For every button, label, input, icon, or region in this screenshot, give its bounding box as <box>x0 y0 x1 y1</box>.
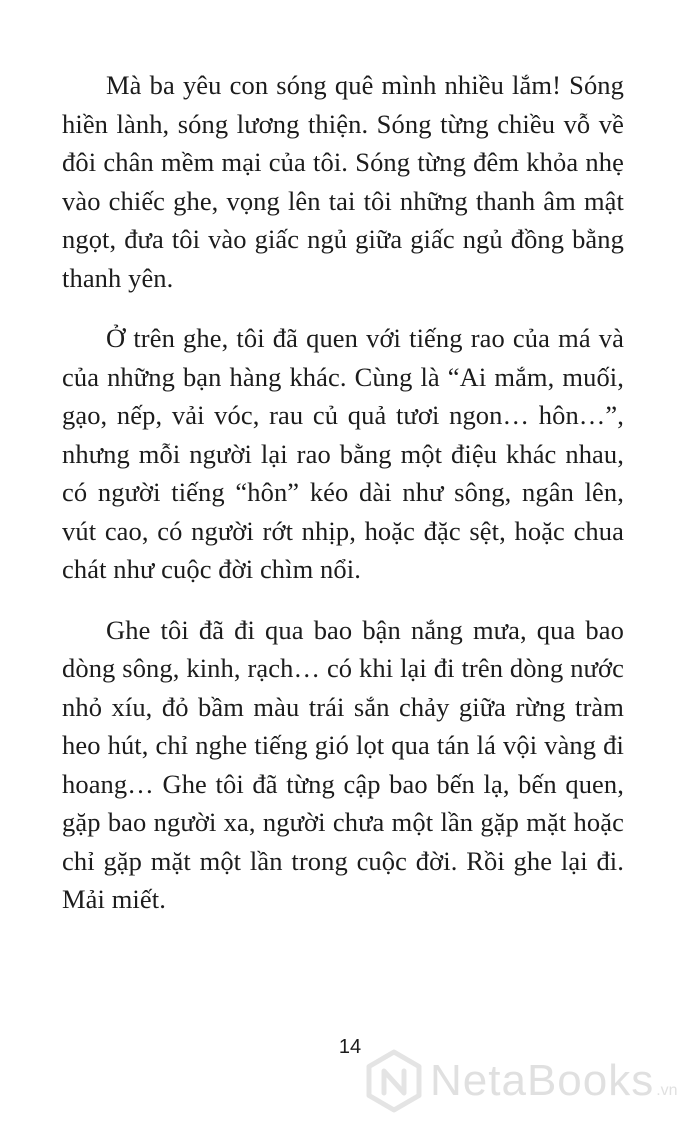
paragraph-3: Ghe tôi đã đi qua bao bận nắng mưa, qua bao dòng sông, kinh, rạch… có khi lại đi trên dòng nước nhỏ xíu, đỏ bầm màu trái sắn chảy giữa rừng tràm heo hút, chỉ nghe tiếng gió lọt qua tán lá vội vàng đi hoang… Ghe tôi đã từng cập bao bến lạ, bến quen, gặp bao người xa, người chưa một lần gặp mặt hoặc chỉ gặp mặt một lần trong cuộc đời. Rồi ghe lại đi. Mải miết. <box>62 614 624 914</box>
watermark-suffix: .vn <box>656 1082 678 1099</box>
watermark-brand: NetaBooks <box>430 1056 655 1105</box>
page-body <box>62 66 624 941</box>
watermark <box>362 1048 678 1114</box>
page-number: 14 <box>338 1036 362 1058</box>
netabooks-logo-icon <box>362 1049 426 1113</box>
paragraph-1: Mà ba yêu con sóng quê mình nhiều lắm! Sóng hiền lành, sóng lương thiện. Sóng từng chiều vỗ về đôi chân mềm mại của tôi. Sóng từng đêm khỏa nhẹ vào chiếc ghe, vọng lên tai tôi những thanh âm mật ngọt, đưa tôi vào giấc ngủ giữa giấc ngủ đồng bằng thanh yên. <box>62 70 624 293</box>
paragraph-2: Ở trên ghe, tôi đã quen với tiếng rao của má và của những bạn hàng khác. Cùng là “Ai mắm, muối, gạo, nếp, vải vóc, rau củ quả tươi ngon… hôn…”, nhưng mỗi người lại rao bằng một điệu khác nhau, có người tiếng “hôn” kéo dài như sông, ngân lên, vút cao, có người rớt nhịp, hoặc đặc sệt, hoặc chua chát như cuộc đời chìm nổi. <box>62 323 624 584</box>
